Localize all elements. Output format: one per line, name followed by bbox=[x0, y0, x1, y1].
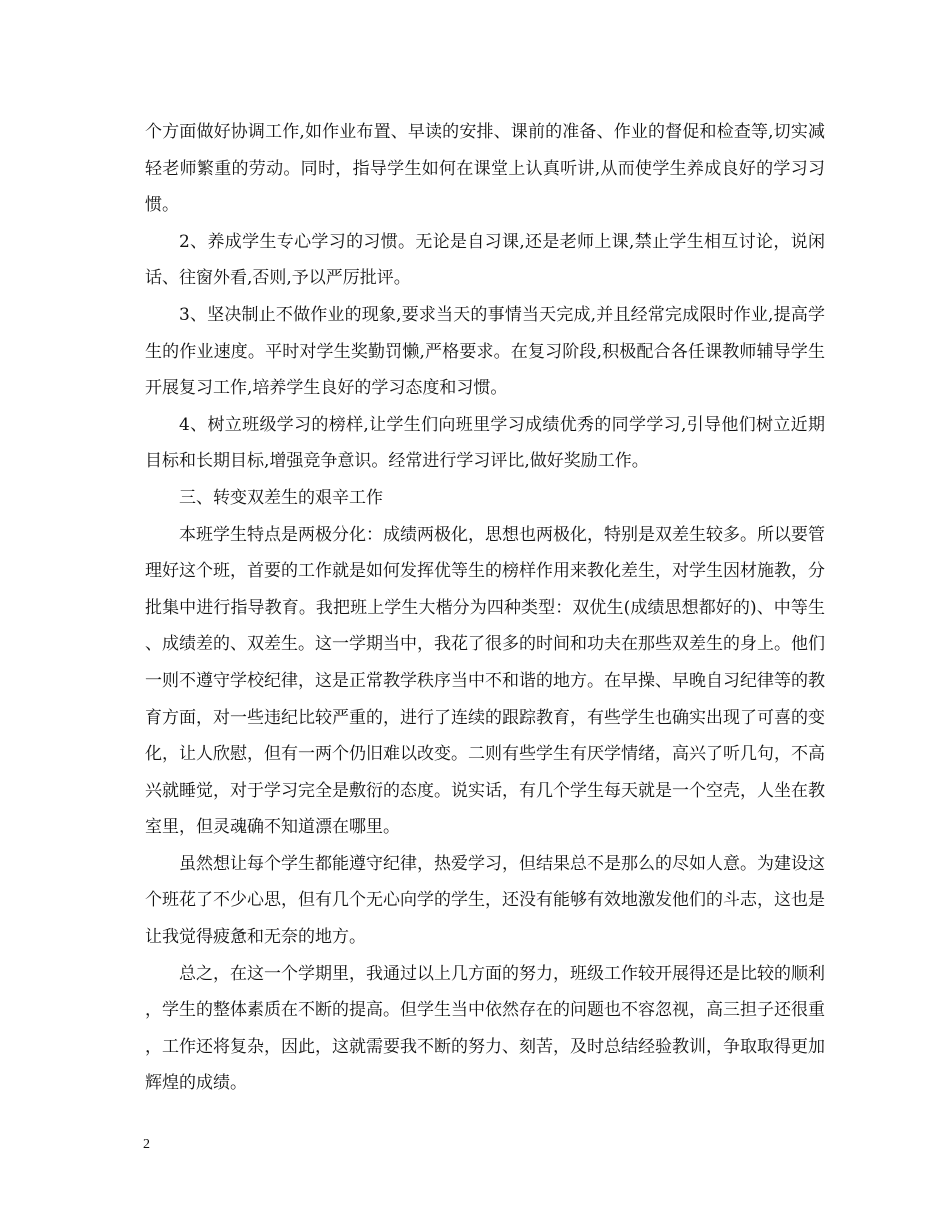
paragraph-discipline: 虽然想让每个学生都能遵守纪律，热爱学习，但结果总不是那么的尽如人意。为建设这个班花了不少心思，但有几个无心向学的学生，还没有能够有效地激发他们的斗志，这也是让我觉得疲惫和无奈的地方。 bbox=[145, 853, 825, 948]
paragraph-item-3: 3、坚决制止不做作业的现象,要求当天的事情当天完成,并且经常完成限时作业,提高学生的作业速度。平时对学生奖勤罚懒,严格要求。在复习阶段,积极配合各任课教师辅导学生开展复习工作,培养学生良好的学习态度和习惯。 bbox=[145, 304, 825, 399]
document-body bbox=[145, 114, 825, 1102]
page-number: 2 bbox=[143, 1137, 150, 1152]
paragraph-continuation: 个方面做好协调工作,如作业布置、早读的安排、课前的准备、作业的督促和检查等,切实减轻老师繁重的劳动。同时，指导学生如何在课堂上认真听讲,从而使学生养成良好的学习习惯。 bbox=[145, 122, 825, 216]
paragraph-item-4: 4、树立班级学习的榜样,让学生们向班里学习成绩优秀的同学学习,引导他们树立近期目标和长期目标,增强竞争意识。经常进行学习评比,做好奖励工作。 bbox=[145, 414, 825, 472]
paragraph-class-characteristics: 本班学生特点是两极分化：成绩两极化，思想也两极化，特别是双差生较多。所以要管理好这个班，首要的工作就是如何发挥优等生的榜样作用来教化差生，对学生因材施教，分批集中进行指导教育。我把班上学生大楷分为四种类型：双优生(成绩思想都好的)、中等生、成绩差的、双差生。这一学期当中，我花了很多的时间和功夫在那些双差生的身上。他们一则不遵守学校纪律，这是正常教学秩序当中不和谐的地方。在早操、早晚自习纪律等的教育方面，对一些违纪比较严重的，进行了连续的跟踪教育，有些学生也确实出现了可喜的变化，让人欣慰，但有一两个仍旧难以改变。二则有些学生有厌学情绪，高兴了听几句，不高兴就睡觉，对于学习完全是敷衍的态度。说实话，有几个学生每天就是一个空壳，人坐在教室里，但灵魂确不知道漂在哪里。 bbox=[145, 524, 825, 838]
paragraph-item-2: 2、养成学生专心学习的习惯。无论是自习课,还是老师上课,禁止学生相互讨论，说闲话、往窗外看,否则,予以严厉批评。 bbox=[145, 231, 825, 289]
section-heading: 三、转变双差生的艰辛工作 bbox=[179, 487, 383, 508]
paragraph-conclusion: 总之，在这一个学期里，我通过以上几方面的努力，班级工作较开展得还是比较的顺利，学生的整体素质在不断的提高。但学生当中依然存在的问题也不容忽视，高三担子还很重，工作还将复杂，因此，这就需要我不断的努力、刻苦，及时总结经验教训，争取取得更加辉煌的成绩。 bbox=[145, 963, 825, 1094]
